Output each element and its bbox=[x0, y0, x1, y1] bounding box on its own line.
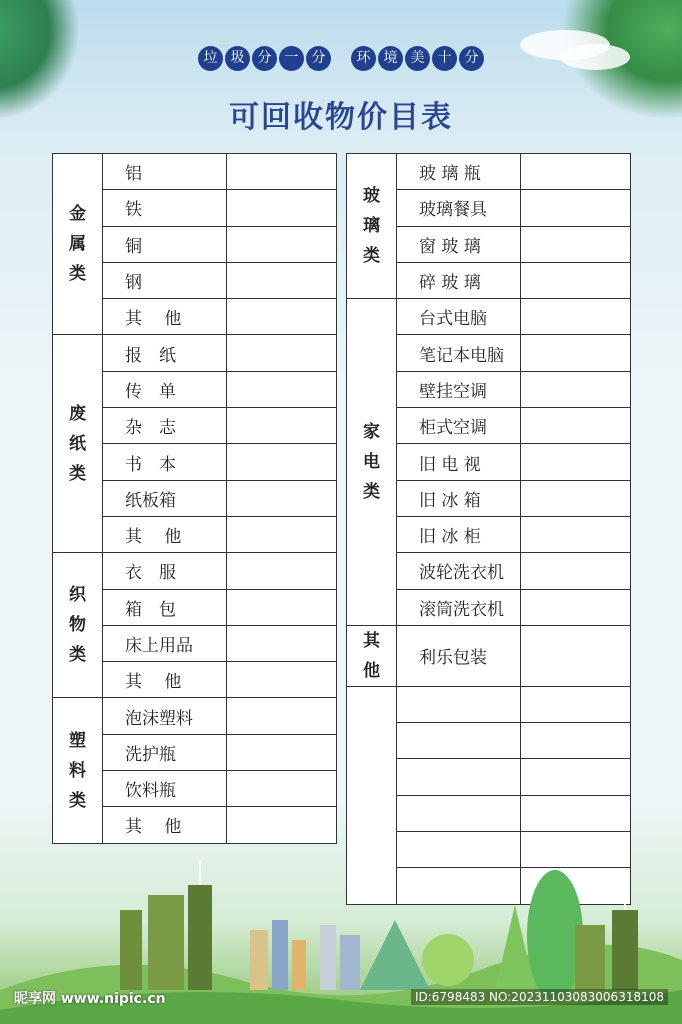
watermark-site-logo: 昵享网 www.nipic.cn bbox=[14, 991, 166, 1007]
item-name-cell: 钢 bbox=[103, 262, 227, 298]
item-name-cell: 衣 服 bbox=[103, 553, 227, 589]
price-cell[interactable] bbox=[227, 154, 337, 190]
price-cell[interactable] bbox=[227, 335, 337, 371]
item-name-cell: 滚筒洗衣机 bbox=[397, 589, 521, 625]
table-row bbox=[347, 154, 631, 190]
item-name-cell: 玻 璃 瓶 bbox=[397, 154, 521, 190]
price-cell[interactable] bbox=[521, 480, 631, 516]
price-cell[interactable] bbox=[521, 226, 631, 262]
item-name-cell: 杂 志 bbox=[103, 408, 227, 444]
item-name-cell: 书 本 bbox=[103, 444, 227, 480]
item-name-cell: 旧 冰 箱 bbox=[397, 480, 521, 516]
price-cell[interactable] bbox=[227, 698, 337, 734]
price-cell[interactable] bbox=[227, 480, 337, 516]
price-cell[interactable] bbox=[521, 686, 631, 722]
table-row bbox=[347, 299, 631, 335]
slogan-char: 美 bbox=[405, 46, 430, 71]
slogan-char: 圾 bbox=[225, 46, 250, 71]
price-cell[interactable] bbox=[227, 553, 337, 589]
slogan-char: 垃 bbox=[198, 46, 223, 71]
category-label: 金属类 bbox=[69, 204, 86, 285]
item-name-cell bbox=[397, 686, 521, 722]
category-label: 家电类 bbox=[363, 422, 380, 503]
item-name-cell: 旧 冰 柜 bbox=[397, 516, 521, 552]
price-cell[interactable] bbox=[521, 262, 631, 298]
item-name-cell: 床上用品 bbox=[103, 625, 227, 661]
item-name-cell: 台式电脑 bbox=[397, 299, 521, 335]
item-name-cell: 其 他 bbox=[103, 299, 227, 335]
price-cell[interactable] bbox=[227, 516, 337, 552]
price-cell[interactable] bbox=[227, 444, 337, 480]
item-name-cell: 利乐包装 bbox=[397, 625, 521, 686]
slogan-char: 分 bbox=[306, 46, 331, 71]
item-name-cell: 笔记本电脑 bbox=[397, 335, 521, 371]
slogan-char: 十 bbox=[432, 46, 457, 71]
price-cell[interactable] bbox=[521, 335, 631, 371]
category-label: 塑料类 bbox=[69, 730, 86, 811]
item-name-cell: 玻璃餐具 bbox=[397, 190, 521, 226]
price-cell[interactable] bbox=[521, 759, 631, 795]
price-cell[interactable] bbox=[227, 589, 337, 625]
price-cell[interactable] bbox=[521, 299, 631, 335]
price-cell[interactable] bbox=[227, 190, 337, 226]
price-cell[interactable] bbox=[227, 807, 337, 843]
category-cell bbox=[53, 154, 103, 335]
category-cell bbox=[347, 625, 397, 686]
price-cell[interactable] bbox=[227, 299, 337, 335]
category-label: 废纸类 bbox=[69, 403, 86, 484]
table-row bbox=[53, 154, 337, 190]
price-cell[interactable] bbox=[521, 408, 631, 444]
price-cell[interactable] bbox=[521, 371, 631, 407]
item-name-cell: 壁挂空调 bbox=[397, 371, 521, 407]
price-cell[interactable] bbox=[521, 625, 631, 686]
category-cell bbox=[53, 335, 103, 553]
slogan-char: 分 bbox=[459, 46, 484, 71]
price-cell[interactable] bbox=[521, 795, 631, 831]
item-name-cell: 波轮洗衣机 bbox=[397, 553, 521, 589]
item-name-cell: 纸板箱 bbox=[103, 480, 227, 516]
table-row bbox=[53, 698, 337, 734]
table-row bbox=[53, 335, 337, 371]
table-row bbox=[347, 625, 631, 686]
slogan-char: 境 bbox=[378, 46, 403, 71]
item-name-cell: 泡沫塑料 bbox=[103, 698, 227, 734]
item-name-cell: 铜 bbox=[103, 226, 227, 262]
price-cell[interactable] bbox=[227, 771, 337, 807]
category-label: 玻璃类 bbox=[363, 186, 380, 267]
item-name-cell: 报 纸 bbox=[103, 335, 227, 371]
item-name-cell: 旧 电 视 bbox=[397, 444, 521, 480]
item-name-cell bbox=[397, 795, 521, 831]
category-cell bbox=[53, 553, 103, 698]
page-title: 可回收物价目表 bbox=[229, 100, 453, 135]
item-name-cell: 其 他 bbox=[103, 662, 227, 698]
price-cell[interactable] bbox=[227, 371, 337, 407]
price-cell[interactable] bbox=[521, 589, 631, 625]
category-label: 其他 bbox=[363, 630, 380, 681]
slogan-char: 环 bbox=[351, 46, 376, 71]
item-name-cell: 铝 bbox=[103, 154, 227, 190]
table-row bbox=[53, 553, 337, 589]
item-name-cell: 窗 玻 璃 bbox=[397, 226, 521, 262]
category-cell bbox=[347, 154, 397, 299]
category-cell bbox=[53, 698, 103, 843]
slogan-char: 分 bbox=[252, 46, 277, 71]
price-cell[interactable] bbox=[227, 662, 337, 698]
price-cell[interactable] bbox=[521, 444, 631, 480]
category-cell bbox=[347, 299, 397, 626]
price-cell[interactable] bbox=[521, 154, 631, 190]
item-name-cell: 碎 玻 璃 bbox=[397, 262, 521, 298]
price-cell[interactable] bbox=[227, 625, 337, 661]
item-name-cell: 柜式空调 bbox=[397, 408, 521, 444]
price-table-left bbox=[52, 153, 337, 844]
watermark-image-id: ID:6798483 NO:20231103083006318108 bbox=[411, 989, 668, 1005]
slogan-char: 一 bbox=[279, 46, 304, 71]
item-name-cell: 其 他 bbox=[103, 516, 227, 552]
price-table-right bbox=[346, 153, 631, 905]
category-label: 织物类 bbox=[69, 585, 86, 666]
price-cell[interactable] bbox=[521, 190, 631, 226]
item-name-cell: 箱 包 bbox=[103, 589, 227, 625]
price-cell[interactable] bbox=[521, 723, 631, 759]
slogan-banner bbox=[0, 46, 682, 71]
item-name-cell: 饮料瓶 bbox=[103, 771, 227, 807]
item-name-cell: 传 单 bbox=[103, 371, 227, 407]
item-name-cell: 其 他 bbox=[103, 807, 227, 843]
item-name-cell: 铁 bbox=[103, 190, 227, 226]
price-cell[interactable] bbox=[521, 553, 631, 589]
table-row bbox=[347, 686, 631, 722]
item-name-cell: 洗护瓶 bbox=[103, 734, 227, 770]
price-cell[interactable] bbox=[227, 408, 337, 444]
item-name-cell bbox=[397, 759, 521, 795]
item-name-cell bbox=[397, 723, 521, 759]
price-cell[interactable] bbox=[521, 516, 631, 552]
price-cell[interactable] bbox=[227, 734, 337, 770]
price-cell[interactable] bbox=[227, 226, 337, 262]
price-cell[interactable] bbox=[227, 262, 337, 298]
